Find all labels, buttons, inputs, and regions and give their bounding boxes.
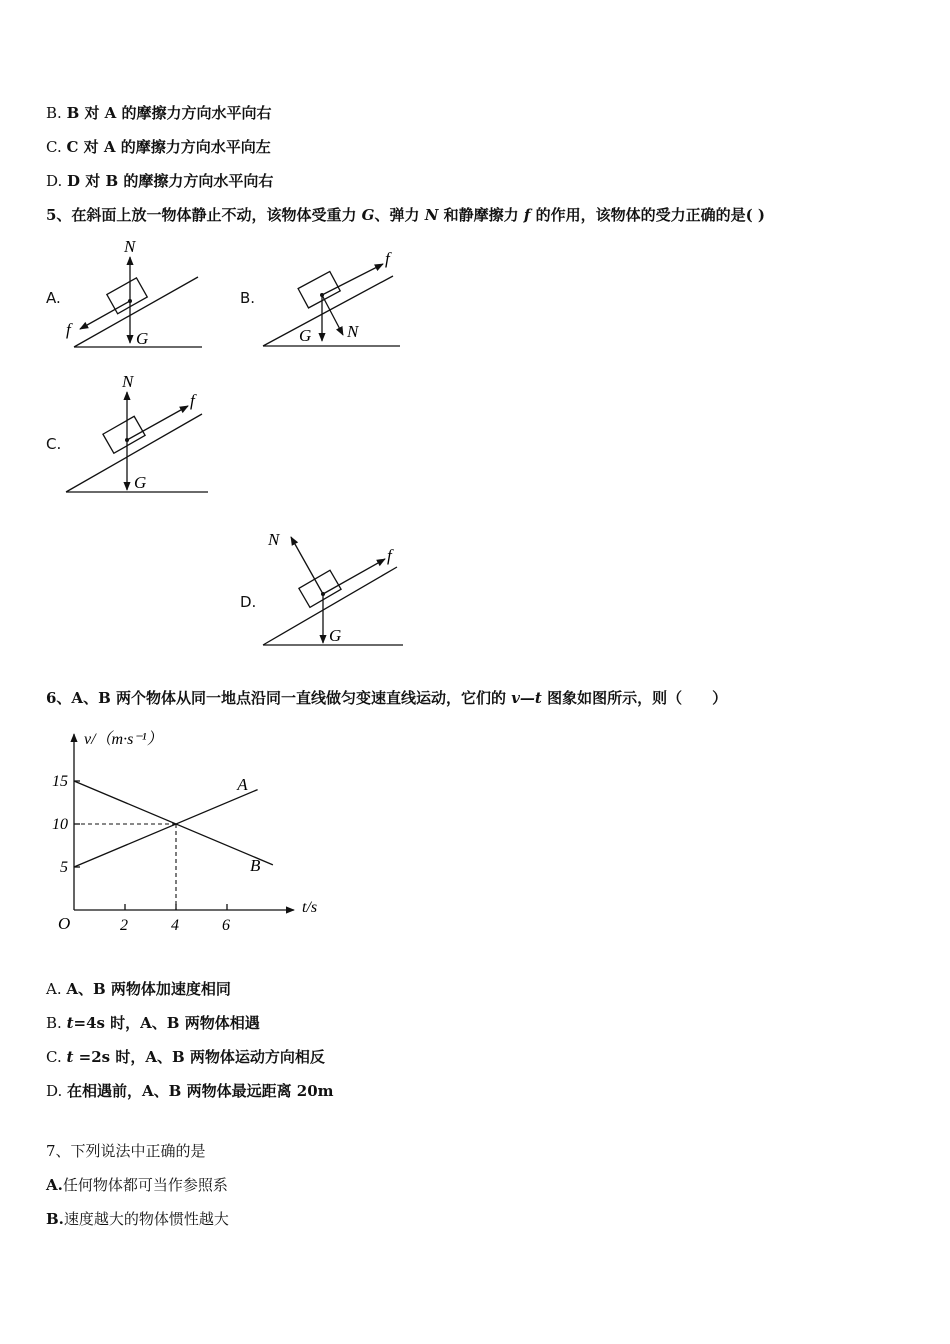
q7-option-a: A.任何物体都可当作参照系 [46,1176,228,1194]
q4-option-d: D. D 对 B 的摩擦力方向水平向右 [46,172,274,190]
series-label-a: A [237,775,248,795]
svg-text:f: f [190,391,195,410]
svg-text:f: f [385,249,390,268]
series-line-a [74,790,258,867]
q5-label-d: D. [240,593,257,611]
origin-label: O [58,914,71,933]
svg-text:N: N [122,372,134,391]
series-label-b: B [249,856,261,876]
x-tick-label: 2 [120,917,128,934]
force-label-n: N [124,237,136,256]
force-label-g: G [136,329,149,348]
q4-option-c: C. C 对 A 的摩擦力方向水平向左 [46,138,271,156]
svg-text:N: N [347,322,359,341]
q7-stem: 7、下列说法中正确的是 [46,1142,206,1160]
y-tick-label: 15 [52,773,68,790]
q5-label-b: B. [240,289,256,307]
q6-option-d: D. 在相遇前，A、B 两物体最远距离 20m [46,1082,334,1100]
svg-text:G: G [299,326,312,345]
y-tick-label: 5 [60,859,68,876]
svg-text:G: G [134,473,147,492]
force-label-f: f [66,320,71,339]
diagram-b [255,240,415,352]
q6-option-b: B. t=4s 时，A、B 两物体相遇 [46,1014,260,1032]
diagram-d [255,525,415,649]
q5-stem: 5、在斜面上放一物体静止不动，该物体受重力 G、弹力 N 和静摩擦力 f 的作用，该物体的受力正确的是( ) [46,206,765,224]
diagram-c [60,370,220,494]
svg-text:f: f [387,546,392,565]
vt-chart [40,722,340,942]
y-tick-label: 10 [52,816,68,833]
y-axis-label: v/（m·s⁻¹） [84,731,163,748]
q6-option-a: A. A、B 两物体加速度相同 [46,980,231,998]
svg-text:G: G [329,626,342,645]
x-tick-label: 6 [222,917,230,934]
svg-text:N: N [268,530,280,549]
q7-option-b: B.速度越大的物体惯性越大 [46,1210,229,1228]
x-axis-label: t/s [302,899,318,916]
q4-option-b: B. B 对 A 的摩擦力方向水平向右 [46,104,272,122]
q5-label-a: A. [46,289,61,307]
diagram-a [60,235,210,353]
q6-option-c: C. t =2s 时，A、B 两物体运动方向相反 [46,1048,325,1066]
x-tick-label: 4 [171,917,179,934]
q6-stem: 6、A、B 两个物体从同一地点沿同一直线做匀变速直线运动，它们的 v—t 图象如图所示，则（ ） [46,689,728,707]
q5-label-c: C. [46,435,62,453]
